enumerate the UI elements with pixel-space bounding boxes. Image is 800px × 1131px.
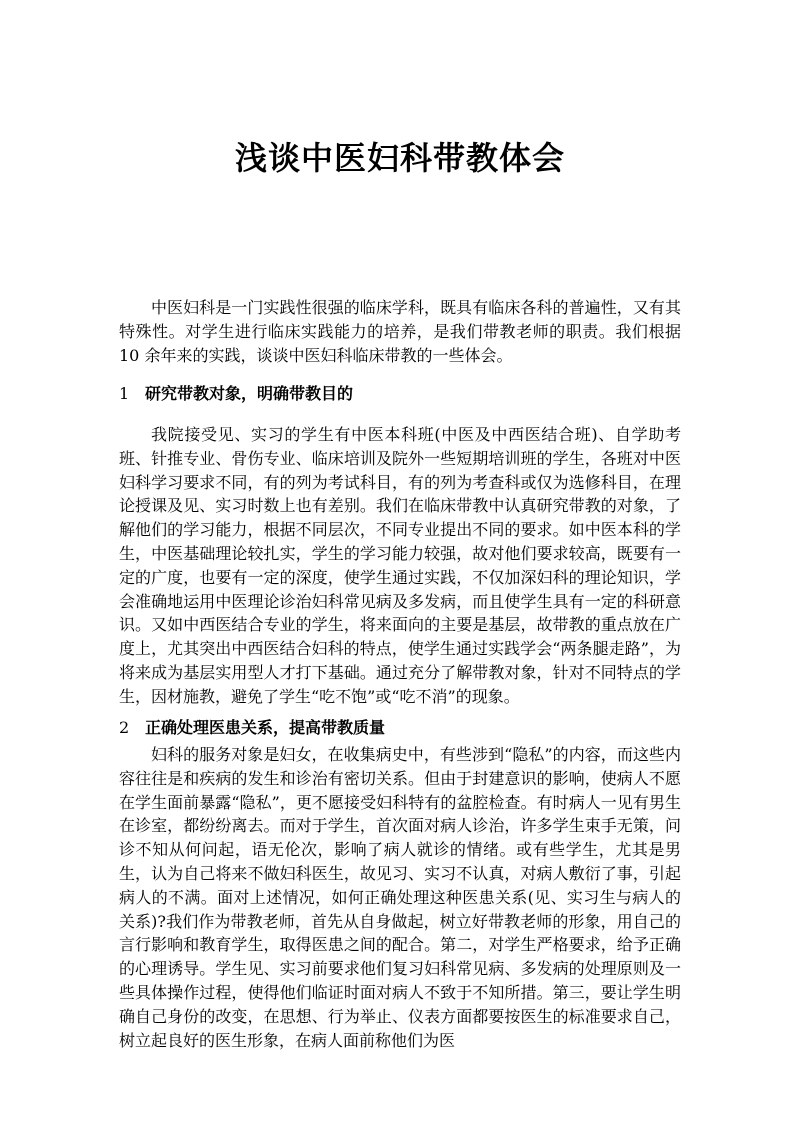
section-1-title: 研究带教对象，明确带教目的 xyxy=(145,384,354,403)
section-1-number: 1 xyxy=(119,384,130,403)
section-2-number: 2 xyxy=(119,718,130,737)
section-2-title: 正确处理医患关系，提高带教质量 xyxy=(145,718,386,737)
document-title: 浅谈中医妇科带教体会 xyxy=(234,139,565,177)
intro-paragraph: 中医妇科是一门实践性很强的临床学科，既具有临床各科的普遍性，又有其特殊性。对学生进行临床实践能力的培养，是我们带教老师的职责。我们根据 10 余年来的实践，谈谈中医妇科临床带教的一些体会。 xyxy=(119,298,681,365)
section-1-paragraph: 我院接受见、实习的学生有中医本科班(中医及中西医结合班)、自学助考班、针推专业、骨伤专业、临床培训及院外一些短期培训班的学生，各班对中医妇科学习要求不同，有的列为考试科目，有的列为考查科或仅为选修科目，在理论授课及见、实习时数上也有差别。我们在临床带教中认真研究带教的对象，了解他们的学习能力，根据不同层次，不同专业提出不同的要求。如中医本科的学生，中医基础理论较扎实，学生的学习能力较强，故对他们要求较高，既要有一定的广度，也要有一定的深度，使学生通过实践，不仅加深妇科的理论知识，学会准确地运用中医理论诊治妇科常见病及多发病，而且使学生具有一定的科研意识。又如中西医结合专业的学生，将来面向的主要是基层，故带教的重点放在广度上，尤其突出中西医结合妇科的特点，使学生通过实践学会“两条腿走路”，为将来成为基层实用型人才打下基础。通过充分了解带教对象，针对不同特点的学生，因材施教，避免了学生“吃不饱”或“吃不消”的现象。 xyxy=(119,425,681,706)
section-2-heading xyxy=(119,716,681,740)
section-2-paragraph: 妇科的服务对象是妇女，在收集病史中，有些涉到“隐私”的内容，而这些内容往往是和疾病的发生和诊治有密切关系。但由于封建意识的影响，使病人不愿在学生面前暴露“隐私”，更不愿接受妇科特有的盆腔检查。有时病人一见有男生在诊室，都纷纷离去。而对于学生，首次面对病人诊治，许多学生束手无策，问诊不知从何问起，语无伦次，影响了病人就诊的情绪。或有些学生，尤其是男生，认为自己将来不做妇科医生，故见习、实习不认真，对病人敷衍了事，引起病人的不满。面对上述情况，如何正确处理这种医患关系(见、实习生与病人的关系)?我们作为带教老师，首先从自身做起，树立好带教老师的形象，用自己的言行影响和教育学生，取得医患之间的配合。第二，对学生严格要求，给予正确的心理诱导。学生见、实习前要求他们复习妇科常见病、多发病的处理原则及一些具体操作过程，使得他们临证时面对病人不致于不知所措。第三，要让学生明确自己身份的改变，在思想、行为举止、仪表方面都要按医生的标准要求自己，树立起良好的医生形象，在病人面前称他们为医 xyxy=(119,745,681,1050)
section-1-heading xyxy=(119,382,681,406)
